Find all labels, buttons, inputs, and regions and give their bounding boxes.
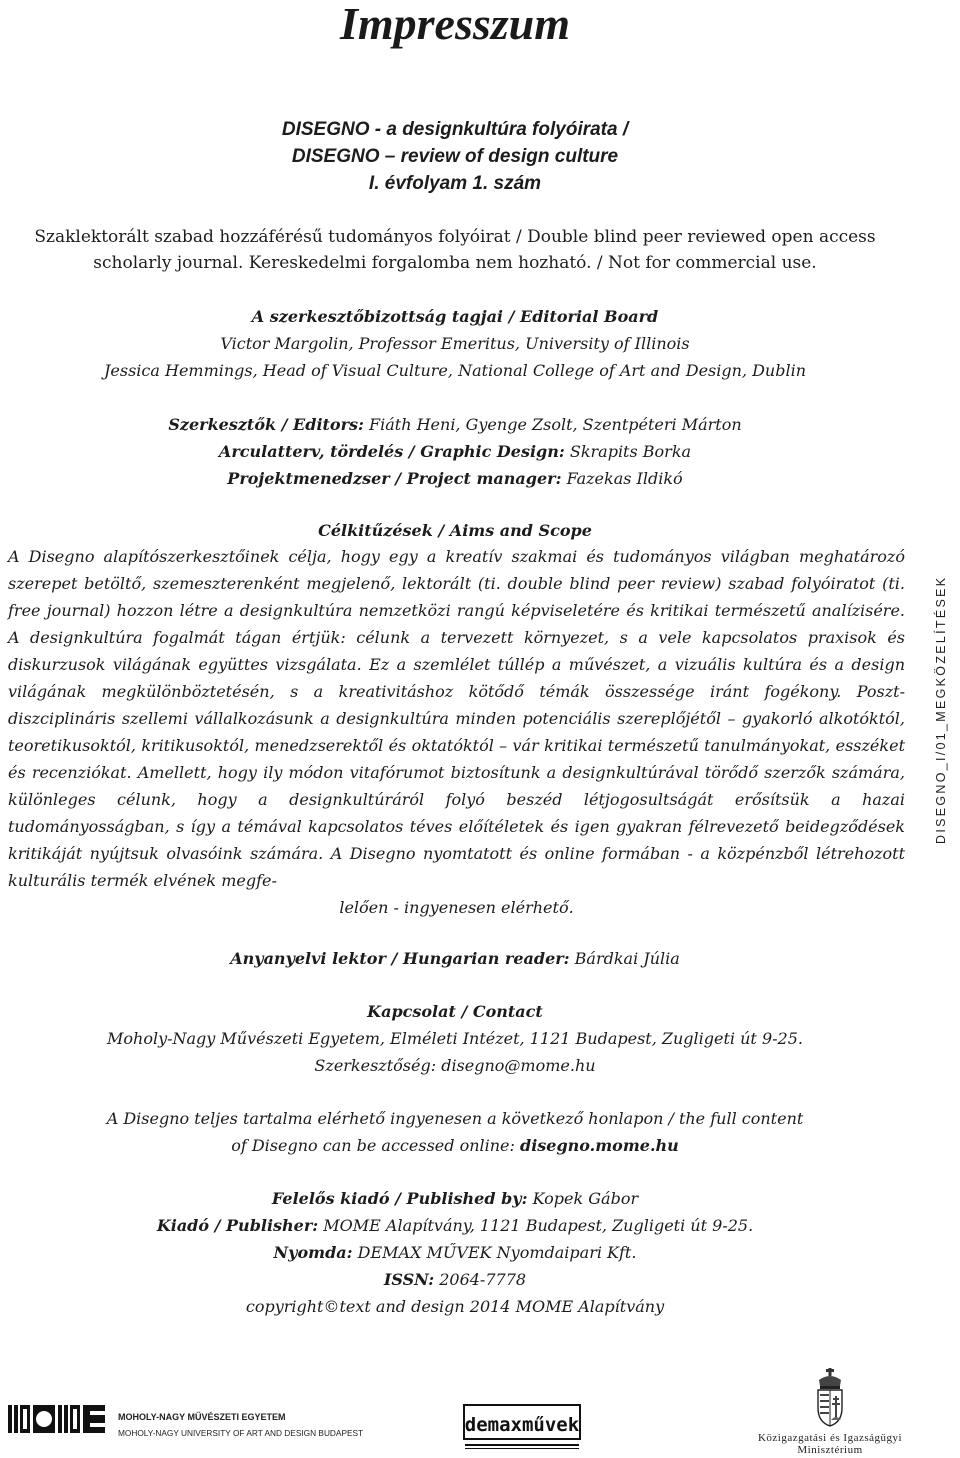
status-line: Szaklektorált szabad hozzáférésű tudományos folyóirat / Double blind peer reviewed open access (34, 227, 876, 247)
journal-line: DISEGNO - a designkultúra folyóirata / (281, 119, 629, 140)
journal-line: DISEGNO – review of design culture (291, 146, 619, 167)
publish-label: ISSN: (383, 1270, 435, 1289)
contact-block (0, 998, 910, 1079)
mome-name-hu: MOHOLY-NAGY MŰVÉSZETI EGYETEM (118, 1412, 286, 1422)
demax-logo-icon (463, 1404, 581, 1452)
reader-block (0, 945, 910, 972)
online-line (0, 1132, 910, 1159)
publishing-block (0, 1185, 910, 1320)
publish-line (0, 1185, 910, 1212)
mome-name-en: MOHOLY-NAGY UNIVERSITY OF ART AND DESIGN BUDAPEST (118, 1428, 364, 1438)
aims-last-line: lelően - ingyenesen elérhető. (339, 898, 574, 917)
online-prefix: of Disegno can be accessed online: (231, 1136, 520, 1155)
credit-label: Szerkesztők / Editors: (168, 415, 364, 434)
credit-line (0, 411, 910, 438)
ministry-logo (740, 1368, 920, 1456)
journal-line: I. évfolyam 1. szám (368, 173, 542, 194)
credit-line (0, 438, 910, 465)
mome-logo-icon (8, 1403, 106, 1435)
journal-block (0, 116, 910, 197)
credits-block (0, 411, 910, 492)
aims-body (8, 543, 905, 921)
editorial-board (0, 303, 910, 384)
board-heading: A szerkesztőbizottság tagjai / Editorial Board (251, 307, 659, 326)
online-line: A Disegno teljes tartalma elérhető ingyenesen a következő honlapon / the full content (106, 1109, 804, 1128)
publish-line (0, 1266, 910, 1293)
credit-label: Arculatterv, tördelés / Graphic Design: (218, 442, 565, 461)
aims-heading: Célkitűzések / Aims and Scope (318, 521, 592, 540)
contact-address: Moholy-Nagy Művészeti Egyetem, Elméleti Intézet, 1121 Budapest, Zugligeti út 9-25. (107, 1029, 803, 1048)
reader-value: Bárdkai Júlia (569, 949, 680, 968)
credit-value: Fiáth Heni, Gyenge Zsolt, Szentpéteri Márton (363, 415, 742, 434)
publish-value: DEMAX MŰVEK Nyomdaipari Kft. (352, 1243, 637, 1262)
online-block (0, 1105, 910, 1159)
mome-text (118, 1412, 364, 1439)
status-block (0, 224, 910, 276)
publish-value: Kopek Gábor (527, 1189, 639, 1208)
board-member: Jessica Hemmings, Head of Visual Culture, National College of Art and Design, Dublin (103, 361, 806, 380)
page-title: Impresszum (339, 0, 571, 49)
publish-label: Nyomda: (273, 1243, 353, 1262)
status-line: scholarly journal. Kereskedelmi forgalomba nem hozható. / Not for commercial use. (93, 253, 817, 273)
contact-email: Szerkesztőség: disegno@mome.hu (314, 1056, 596, 1075)
board-member: Victor Margolin, Professor Emeritus, University of Illinois (220, 334, 690, 353)
copyright: copyright©text and design 2014 MOME Alapítvány (245, 1297, 665, 1316)
publish-value: MOME Alapítvány, 1121 Budapest, Zugligeti út 9-25. (318, 1216, 754, 1235)
credit-line (0, 465, 910, 492)
reader-line (0, 945, 910, 972)
publish-line (0, 1212, 910, 1239)
demax-logo-text: demaxművek (464, 1414, 580, 1436)
website-link[interactable]: disegno.mome.hu (520, 1136, 679, 1155)
aims-paragraph: A Disegno alapítószerkesztőinek célja, hogy egy a kreatív szakmai és tudományos világban meghatározó szerepet betöltő, szemeszterenként megjelenő, lektorált (ti. double blind peer review) szabad folyóiratot (ti. free journal) hozzon létre a designkultúra nemzetközi rangú képviseletére és kritikai természetű analízisére. A designkultúra fogalmát tágan értjük: célunk a tervezett környezet, s a vele kapcsolatos praxisok és diskurzusok világának együttes vizsgálata. Ez a szemlélet túllép a művészet, a vizuális kultúra és a design világának megkülönböztetésén, s a kreativitáshoz kötődő témák összessége iránt fogékony. Poszt-diszciplináris szellemi vállalkozásunk a designkultúra minden potenciális szereplőjétől – gyakorló alkotóktól, teoretikusoktól, kritikusoktól, menedzserektől és oktatóktól – vár kritikai természetű tanulmányokat, esszéket és recenziókat. Amellett, hogy ily módon vitafórumot biztosítunk a designkultúrával törődő szerzők számára, különleges célunk, hogy a designkultúráról folyó beszéd létjogosultságát erősítsük a hazai tudományosságban, s így a témával kapcsolatos téves előítéletek és igen gyakran félrevezető beidegződések kritikáját nyújtsuk olvasóink számára. A Disegno nyomtatott és online formában - a közpénzből létrehozott kulturális termék elvének megfe- (8, 547, 905, 890)
credit-value: Skrapits Borka (564, 442, 692, 461)
publish-line (0, 1239, 910, 1266)
publish-label: Kiadó / Publisher: (156, 1216, 319, 1235)
credit-label: Projektmenedzser / Project manager: (227, 469, 562, 488)
coat-of-arms-icon (813, 1368, 847, 1428)
reader-label: Anyanyelvi lektor / Hungarian reader: (230, 949, 570, 968)
ministry-name: Közigazgatási és Igazságügyi (757, 1432, 903, 1444)
contact-heading: Kapcsolat / Contact (367, 1002, 543, 1021)
side-label: DISEGNO_I/01_MEGKÖZELÍTÉSEK (934, 575, 948, 845)
publish-value: 2064-7778 (434, 1270, 527, 1289)
credit-value: Fazekas Ildikó (561, 469, 683, 488)
publish-label: Felelős kiadó / Published by: (271, 1189, 528, 1208)
ministry-name: Minisztérium (797, 1444, 863, 1456)
